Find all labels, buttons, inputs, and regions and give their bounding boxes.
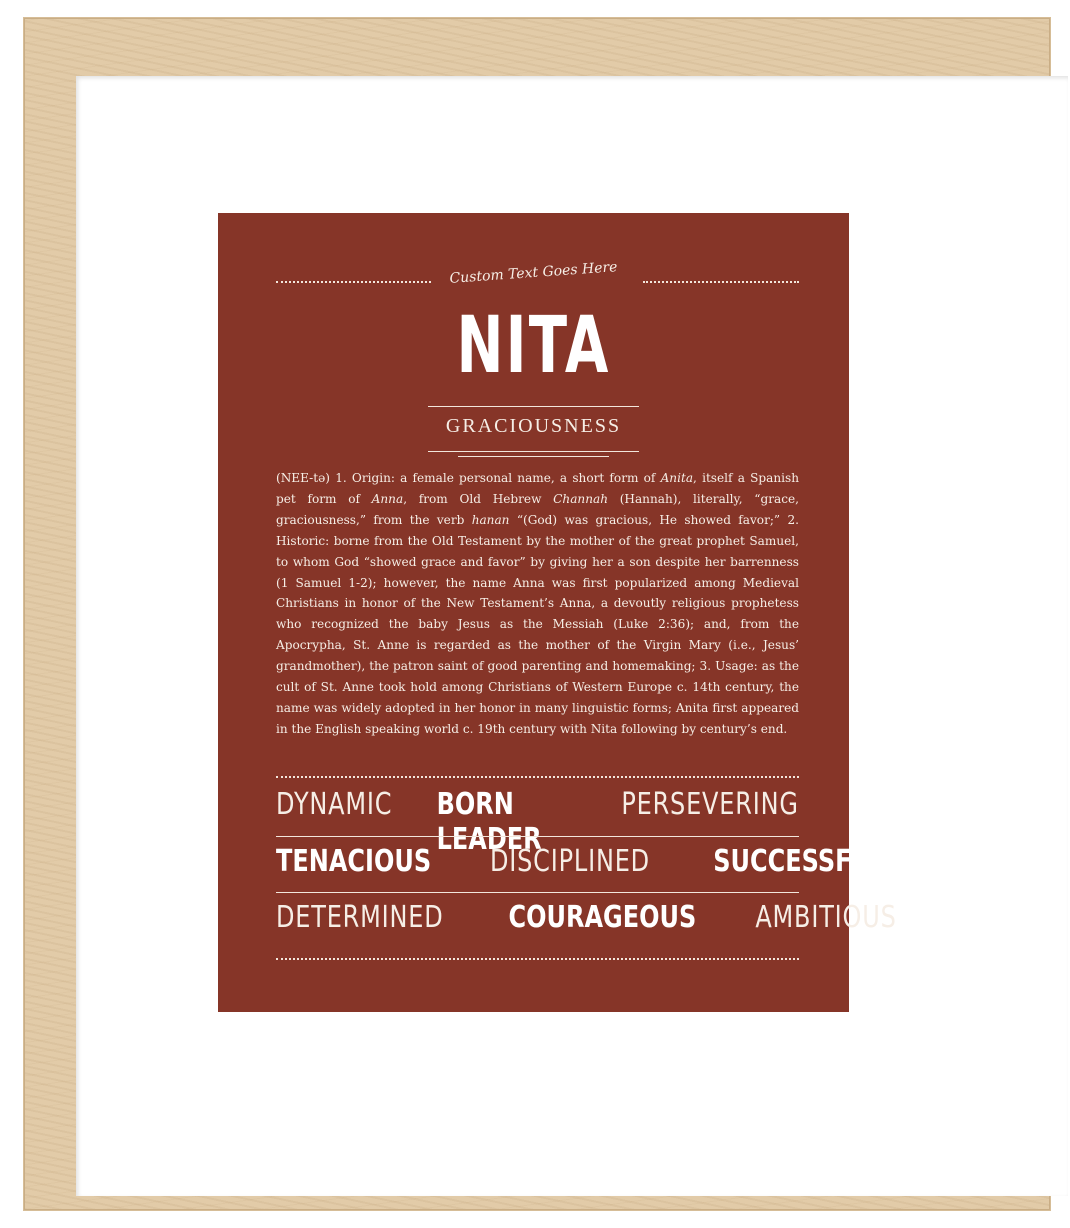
meaning-bottom-rule xyxy=(428,451,639,452)
definition-italic-term: hanan xyxy=(471,512,510,527)
traits-divider-2 xyxy=(276,892,799,893)
definition-text: (NEE-tə) 1. Origin: a female personal name, a short form of xyxy=(276,471,661,485)
custom-text: Custom Text Goes Here xyxy=(449,259,618,287)
definition-text: “(God) was gracious, He showed favor;” 2. Historic: borne from the Old Testament by the mother of the great prophet Samuel, to whom God “showed grace and favor” by giving her a son despite her barrenness (1 Samuel 1-2); however, the name Anna was first popularized among Medieval Christians in honor of the New Testament’s Anna, a devoutly religious prophetess who recognized the baby Jesus as the Messiah (Luke 2:36); and, from the Apocrypha, St. Anne is regarded as the mother of the Virgin Mary (i.e., Jesus’ grandmother), the patron saint of good parenting and homemaking; 3. Usage: as the cult of St. Anne took hold among Christians of Western Europe c. 14th century, the name was widely adopted in her honor in many linguistic forms; Anita first appeared in the English speaking world c. 19th century with Nita following by century’s end. xyxy=(276,512,799,736)
definition-text: , itself a Spanish pet form of xyxy=(276,471,799,506)
poster-name: NITA xyxy=(456,301,611,391)
definition-italic-term: Anna xyxy=(371,491,404,506)
name-meaning: GRACIOUSNESS xyxy=(445,415,622,437)
trait-born-leader: BORN LEADER xyxy=(437,787,543,857)
traits-row-2 xyxy=(276,844,887,879)
name-poster xyxy=(218,213,897,1012)
meaning-bottom-rule-short xyxy=(458,456,609,457)
trait-ambitious: AMBITIOUS xyxy=(755,900,897,935)
trait-successful: SUCCESSFUL xyxy=(713,844,887,879)
traits-bottom-dotted-rule xyxy=(276,958,799,960)
definition-italic-term: Channah xyxy=(553,491,608,506)
trait-disciplined: DISCIPLINED xyxy=(489,844,650,879)
definition-italic-term: Anita xyxy=(660,471,694,485)
trait-persevering: PERSEVERING xyxy=(621,787,799,822)
name-definition xyxy=(276,468,799,740)
trait-dynamic: DYNAMIC xyxy=(276,787,393,822)
traits-row-3 xyxy=(276,900,897,935)
definition-text: , from Old Hebrew xyxy=(403,491,554,506)
definition-text: (Hannah), literally, “grace, graciousness,” from the verb xyxy=(276,491,799,527)
trait-courageous: COURAGEOUS xyxy=(508,900,697,935)
trait-determined: DETERMINED xyxy=(276,900,444,935)
traits-top-dotted-rule xyxy=(276,776,799,778)
top-right-dotted-rule xyxy=(643,281,799,283)
traits-divider-1 xyxy=(276,836,799,837)
trait-tenacious: TENACIOUS xyxy=(276,844,432,879)
meaning-top-rule xyxy=(428,406,639,407)
